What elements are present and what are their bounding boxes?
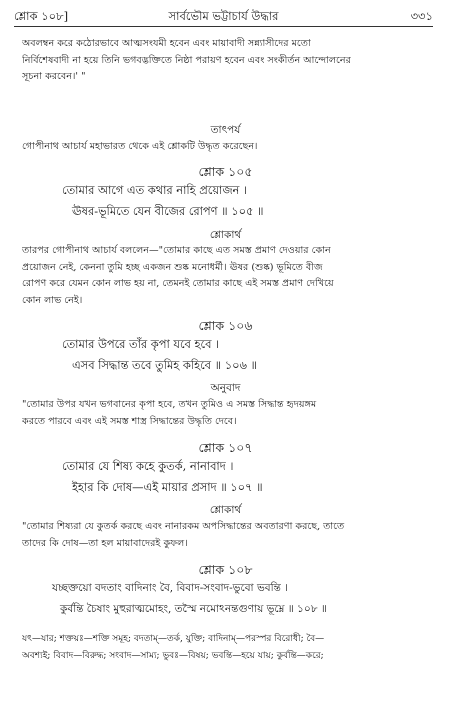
text-line: নির্বিশেষবাদী না হয়ে তিনি ভগবদ্ভক্তিতে নিষ্ঠা পরায়ণ হবেন এবং সংকীর্তন আন্দোলনের <box>22 54 351 66</box>
verse-line: যচ্ছক্তয়ো বদতাং বাদিনাং বৈ, বিবাদ-সংবাদ-ভুবো ভবন্তি । <box>52 582 288 594</box>
verse-107-number: শ্লোক ১০৭ <box>198 440 253 455</box>
verse-105-translation-heading: শ্লোকার্থ <box>209 229 242 241</box>
text-line: প্রয়োজন নেই, কেননা তুমি হচ্ছ একজন শুষ্ক মনোধর্মী। ঊষর (শুষ্ক) ভূমিতে বীজ <box>22 261 323 273</box>
text-line: রোপণ করে যেমন কোন লাভ হয় না, তেমনই তোমার কাছে এই সমস্ত প্রমাণ দেখিয়ে <box>22 278 334 289</box>
page-header <box>14 6 433 27</box>
verse-106-text <box>22 334 431 376</box>
text-line: "তোমার শিষ্যরা যে কুতর্ক করছে এবং নানারকম অপসিদ্ধান্তের অবতারণা করছে, তাতে <box>22 521 345 532</box>
text-line: "তোমার উপর যখন ভগবানের কৃপা হবে, তখন তুমিও এ সমস্ত সিদ্ধান্ত হৃদয়ঙ্গম <box>22 399 317 410</box>
verse-105-number: শ্লোক ১০৫ <box>198 164 253 179</box>
verse-line: তোমার উপরে তাঁর কৃপা যবে হবে । <box>62 337 220 351</box>
verse-107-translation-heading: শ্লোকার্থ <box>209 504 242 516</box>
text-line: তাদের কি দোষ—তা হল মায়াবাদেরই কুফল। <box>22 537 188 549</box>
verse-105-translation <box>22 243 431 309</box>
verse-line: ইহার কি দোষ—এই মায়ার প্রসাদ ॥ ১০৭ ॥ <box>72 480 263 494</box>
intro-paragraph <box>22 36 431 86</box>
verse-105-text <box>22 180 431 222</box>
text-line: যৎ—যার; শক্তয়ঃ—শক্তি সমূহ; বদতাম্—তর্ক, যুক্তি; বাদিনাম্—পরস্পর বিরোধী; বৈ— <box>22 634 325 644</box>
verse-line: তোমার যে শিষ্য কহে কুতর্ক, নানাবাদ । <box>62 459 234 473</box>
verse-line: তোমার আগে এত কথার নাহি প্রয়োজন । <box>62 183 248 197</box>
verse-107-translation <box>22 519 431 552</box>
text-line: সূচনা করবেন।' " <box>22 71 86 82</box>
text-line: গোপীনাথ আচার্য মহাভারত থেকে এই শ্লোকটি উদ্ধৃত করেছেন। <box>22 141 258 152</box>
text-line: তারপর গোপীনাথ আচার্য বললেন—"তোমার কাছে এত সমস্ত প্রমাণ দেওয়ার কোন <box>22 245 331 256</box>
text-line: অবলম্বন করে কঠোরভাবে আত্মসংযমী হবেন এবং মায়াবাদী সন্ন্যাসীদের মতো <box>22 38 311 49</box>
verse-108-number: শ্লোক ১০৮ <box>198 562 253 577</box>
word-for-word-synonyms <box>22 631 431 665</box>
purport-heading: তাৎপর্য <box>210 124 241 136</box>
header-page-number: ৩৩১ <box>410 9 433 23</box>
verse-108-sanskrit <box>22 578 431 620</box>
text-line: কোন লাভ নেই। <box>22 294 83 306</box>
header-chapter-title: সার্বভৌম ভট্টাচার্য উদ্ধার <box>168 9 279 23</box>
verse-line: ঊষর-ভূমিতে যেন বীজের রোপণ ॥ ১০৫ ॥ <box>72 204 264 218</box>
purport-paragraph <box>22 139 431 156</box>
verse-line: কুর্বন্তি চৈষাং মুহুরাত্মমোহং, তস্মৈ নমোঽনন্তগুণায় ভূম্নে ॥ ১০৮ ॥ <box>60 603 327 615</box>
verse-106-translation <box>22 397 431 430</box>
verse-106-translation-heading: অনুবাদ <box>210 382 241 394</box>
verse-106-number: শ্লোক ১০৬ <box>198 318 253 333</box>
verse-line: এসব সিদ্ধান্ত তবে তুমিহ কহিবে ॥ ১০৬ ॥ <box>72 358 257 372</box>
header-verse-ref: শ্লোক ১০৮] <box>14 9 69 23</box>
text-line: অবশ্যই; বিবাদ—বিরুদ্ধ; সংবাদ—সাম্য; ভুবঃ—বিষয়; ভবন্তি—হয়ে যায়; কুর্বন্তি—করে; <box>22 651 324 661</box>
verse-107-text <box>22 456 431 498</box>
text-line: করতে পারবে এবং এই সমস্ত শাস্ত্র সিদ্ধান্তের উদ্ধৃতি দেবে। <box>22 415 237 427</box>
